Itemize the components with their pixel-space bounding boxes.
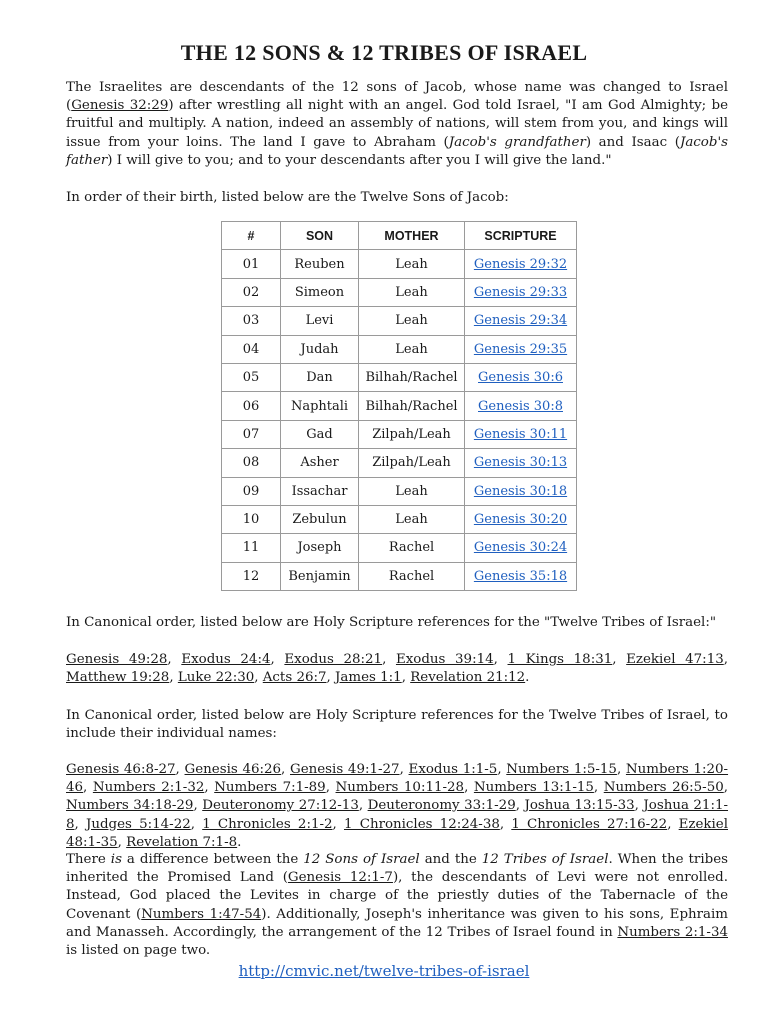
cell-son: Reuben (281, 250, 359, 278)
scripture-link[interactable]: Revelation 21:12 (410, 670, 526, 686)
scripture-link[interactable]: James 1:1 (335, 670, 402, 686)
cell-mother: Zilpah/Leah (359, 420, 465, 448)
scripture-link[interactable]: Revelation 7:1-8 (126, 834, 238, 850)
scripture-link[interactable]: 1 Kings 18:31 (507, 652, 613, 667)
cell-scripture (465, 335, 577, 363)
cell-scripture (465, 449, 577, 477)
scripture-link[interactable]: Numbers 13:1-15 (473, 780, 594, 796)
scripture-link[interactable]: Genesis 46:8-27 (66, 762, 176, 777)
cell-son: Joseph (281, 534, 359, 562)
cell-number: 05 (222, 363, 281, 391)
cell-number: 12 (222, 562, 281, 590)
scripture-link[interactable]: Genesis 29:32 (473, 256, 568, 272)
scripture-link[interactable]: Deuteronomy 33:1-29 (367, 798, 516, 814)
table-row (222, 392, 577, 420)
scripture-link[interactable]: Genesis 29:33 (473, 284, 568, 300)
scripture-link[interactable]: Genesis 30:24 (473, 540, 568, 556)
cell-number: 02 (222, 278, 281, 306)
cell-mother: Leah (359, 477, 465, 505)
cell-number: 07 (222, 420, 281, 448)
cell-mother: Leah (359, 278, 465, 306)
cell-son: Zebulun (281, 505, 359, 533)
cell-scripture (465, 420, 577, 448)
cell-mother: Leah (359, 250, 465, 278)
table-row (222, 278, 577, 306)
birth-order-line: In order of their birth, listed below are the Twelve Sons of Jacob: (66, 190, 509, 205)
scripture-link[interactable]: Joshua 21:1-8 (66, 798, 729, 832)
scripture-link[interactable]: Genesis 30:13 (473, 455, 568, 471)
cell-mother: Leah (359, 335, 465, 363)
cell-son: Issachar (281, 477, 359, 505)
scripture-link[interactable]: Genesis 12:1-7 (287, 870, 393, 886)
cell-scripture (465, 363, 577, 391)
scripture-link[interactable]: Genesis 35:18 (473, 568, 568, 584)
cell-number: 03 (222, 307, 281, 335)
cell-number: 08 (222, 449, 281, 477)
cell-son: Levi (281, 307, 359, 335)
cell-mother: Leah (359, 505, 465, 533)
scripture-link[interactable]: Numbers 2:1-32 (92, 780, 205, 796)
cell-son: Judah (281, 335, 359, 363)
cell-mother: Zilpah/Leah (359, 449, 465, 477)
table-row (222, 363, 577, 391)
scripture-link[interactable]: Numbers 34:18-29 (66, 798, 194, 814)
scripture-link[interactable]: Exodus 24:4 (181, 652, 271, 667)
page-title: THE 12 SONS & 12 TRIBES OF ISRAEL (180, 40, 588, 65)
sons-table (221, 221, 577, 591)
scripture-link[interactable]: Numbers 1:5-15 (506, 762, 617, 777)
scripture-link[interactable]: Deuteronomy 27:12-13 (202, 798, 359, 814)
scripture-link[interactable]: Genesis 46:26 (184, 762, 282, 777)
cell-scripture (465, 250, 577, 278)
cell-number: 04 (222, 335, 281, 363)
scripture-link[interactable]: Genesis 49:1-27 (290, 762, 400, 777)
cell-number: 01 (222, 250, 281, 278)
scripture-link[interactable]: Ezekiel 48:1-35 (66, 816, 728, 850)
intro-paragraph: The Israelites are descendants of the 12 sons of Jacob, whose name was changed to Israel (Genesis 32:29) after wrestling all night with an angel. God told Israel, "I am God Almighty; be fruitful and multiply. A nation, indeed an assembly of nations, will stem from you, and kings will issue from your loins. The land I gave to Abraham (Jacob's grandfather) and Isaac (Jacob's father) I will give to you; and to your descendants after you I will give the land." (66, 80, 728, 168)
scripture-link[interactable]: Genesis 30:11 (473, 426, 568, 442)
table-header-row (222, 222, 577, 250)
scripture-link[interactable]: Ezekiel 47:13 (626, 652, 724, 667)
cell-mother: Bilhah/Rachel (359, 392, 465, 420)
scripture-link[interactable]: Numbers 10:11-28 (335, 780, 465, 796)
sons-table-body (222, 250, 577, 591)
scripture-link[interactable]: Numbers 2:1-34 (617, 924, 728, 940)
cell-number: 06 (222, 392, 281, 420)
col-header-num: # (222, 222, 281, 250)
cell-scripture (465, 562, 577, 590)
cell-mother: Leah (359, 307, 465, 335)
scripture-link[interactable]: Matthew 19:28 (66, 670, 170, 686)
scripture-link[interactable]: 1 Chronicles 12:24-38 (343, 816, 500, 832)
col-header-scripture: SCRIPTURE (465, 222, 577, 250)
cell-mother: Rachel (359, 562, 465, 590)
scripture-link[interactable]: 1 Chronicles 27:16-22 (511, 816, 668, 832)
scripture-link[interactable]: Exodus 39:14 (395, 652, 494, 667)
col-header-son: SON (281, 222, 359, 250)
scripture-link[interactable]: Genesis 49:28 (66, 652, 168, 667)
scripture-link[interactable]: Numbers 1:47-54 (141, 906, 262, 922)
cell-son: Naphtali (281, 392, 359, 420)
table-row (222, 449, 577, 477)
cell-son: Simeon (281, 278, 359, 306)
scripture-link[interactable]: Numbers 7:1-89 (214, 780, 326, 796)
footer (0, 962, 768, 980)
table-row (222, 335, 577, 363)
cell-scripture (465, 278, 577, 306)
scripture-link[interactable]: Joshua 13:15-33 (524, 798, 635, 814)
scripture-link[interactable]: Genesis 29:35 (473, 341, 568, 357)
cell-scripture (465, 477, 577, 505)
difference-paragraph: There is a difference between the 12 Sons of Israel and the 12 Tribes of Israel. When the tribes inherited the Promised Land (Genesis 12:1-7), the descendants of Levi were not enrolled. Instead, God placed the Levites in charge of the priestly duties of the Tabernacle of the Covenant (Numbers 1:47-54). Additionally, Joseph's inheritance was given to his sons, Ephraim and Manasseh. Accordingly, the arrangement of the 12 Tribes of Israel found in Numbers 2:1-34 is listed on page two. (66, 852, 729, 959)
cell-son: Asher (281, 449, 359, 477)
cell-son: Benjamin (281, 562, 359, 590)
col-header-mother: MOTHER (359, 222, 465, 250)
scripture-link[interactable]: Numbers 26:5-50 (603, 780, 724, 796)
scripture-link[interactable]: Genesis 30:20 (473, 512, 568, 528)
canonical-line: In Canonical order, listed below are Holy Scripture references for the "Twelve Tribes of Israel:" (66, 615, 717, 630)
scripture-link[interactable]: Luke 22:30 (177, 670, 255, 686)
scripture-link[interactable]: Exodus 1:1-5 (408, 762, 498, 777)
scripture-link[interactable]: Acts 26:7 (262, 670, 327, 686)
canonical-references: Genesis 49:28, Exodus 24:4, Exodus 28:21, Exodus 39:14, 1 Kings 18:31, Ezekiel 47:13, Matthew 19:28, Luke 22:30, Acts 26:7, James 1:1, Revelation 21:12. (66, 652, 729, 686)
cell-scripture (465, 307, 577, 335)
table-row (222, 562, 577, 590)
scripture-link[interactable]: Genesis 30:6 (478, 370, 563, 386)
cell-scripture (465, 534, 577, 562)
table-row (222, 477, 577, 505)
scripture-link[interactable]: Genesis 29:34 (473, 313, 568, 329)
cell-scripture (465, 505, 577, 533)
scripture-link[interactable]: Numbers 1:20-46 (66, 762, 729, 796)
scripture-link[interactable]: Genesis 30:8 (478, 398, 563, 414)
table-row (222, 505, 577, 533)
table-row (222, 534, 577, 562)
footer-url-link[interactable]: http://cmvic.net/twelve-tribes-of-israel (238, 962, 530, 980)
cell-mother: Rachel (359, 534, 465, 562)
cell-number: 09 (222, 477, 281, 505)
table-row (222, 307, 577, 335)
cell-number: 10 (222, 505, 281, 533)
cell-son: Gad (281, 420, 359, 448)
cell-number: 11 (222, 534, 281, 562)
cell-son: Dan (281, 363, 359, 391)
scripture-link[interactable]: Genesis 30:18 (473, 483, 568, 499)
names-line: In Canonical order, listed below are Holy Scripture references for the Twelve Tribes of Israel, to include their individual names: (66, 708, 728, 742)
table-row (222, 250, 577, 278)
scripture-link[interactable]: Exodus 28:21 (284, 652, 383, 667)
scripture-link[interactable]: Judges 5:14-22 (85, 816, 191, 832)
table-row (222, 420, 577, 448)
names-references: Genesis 46:8-27, Genesis 46:26, Genesis 49:1-27, Exodus 1:1-5, Numbers 1:5-15, Numbers 1:20-46, Numbers 2:1-32, Numbers 7:1-89, Numbers 10:11-28, Numbers 13:1-15, Numbers 26:5-50, Numbers 34:18-29, Deuteronomy 27:12-13, Deuteronomy 33:1-29, Joshua 13:15-33, Joshua 21:1-8, Judges 5:14-22, 1 Chronicles 2:1-2, 1 Chronicles 12:24-38, 1 Chronicles 27:16-22, Ezekiel 48:1-35, Revelation 7:1-8. (66, 762, 729, 850)
scripture-link[interactable]: Genesis 32:29 (71, 98, 169, 114)
scripture-link[interactable]: 1 Chronicles 2:1-2 (202, 816, 333, 832)
cell-scripture (465, 392, 577, 420)
cell-mother: Bilhah/Rachel (359, 363, 465, 391)
